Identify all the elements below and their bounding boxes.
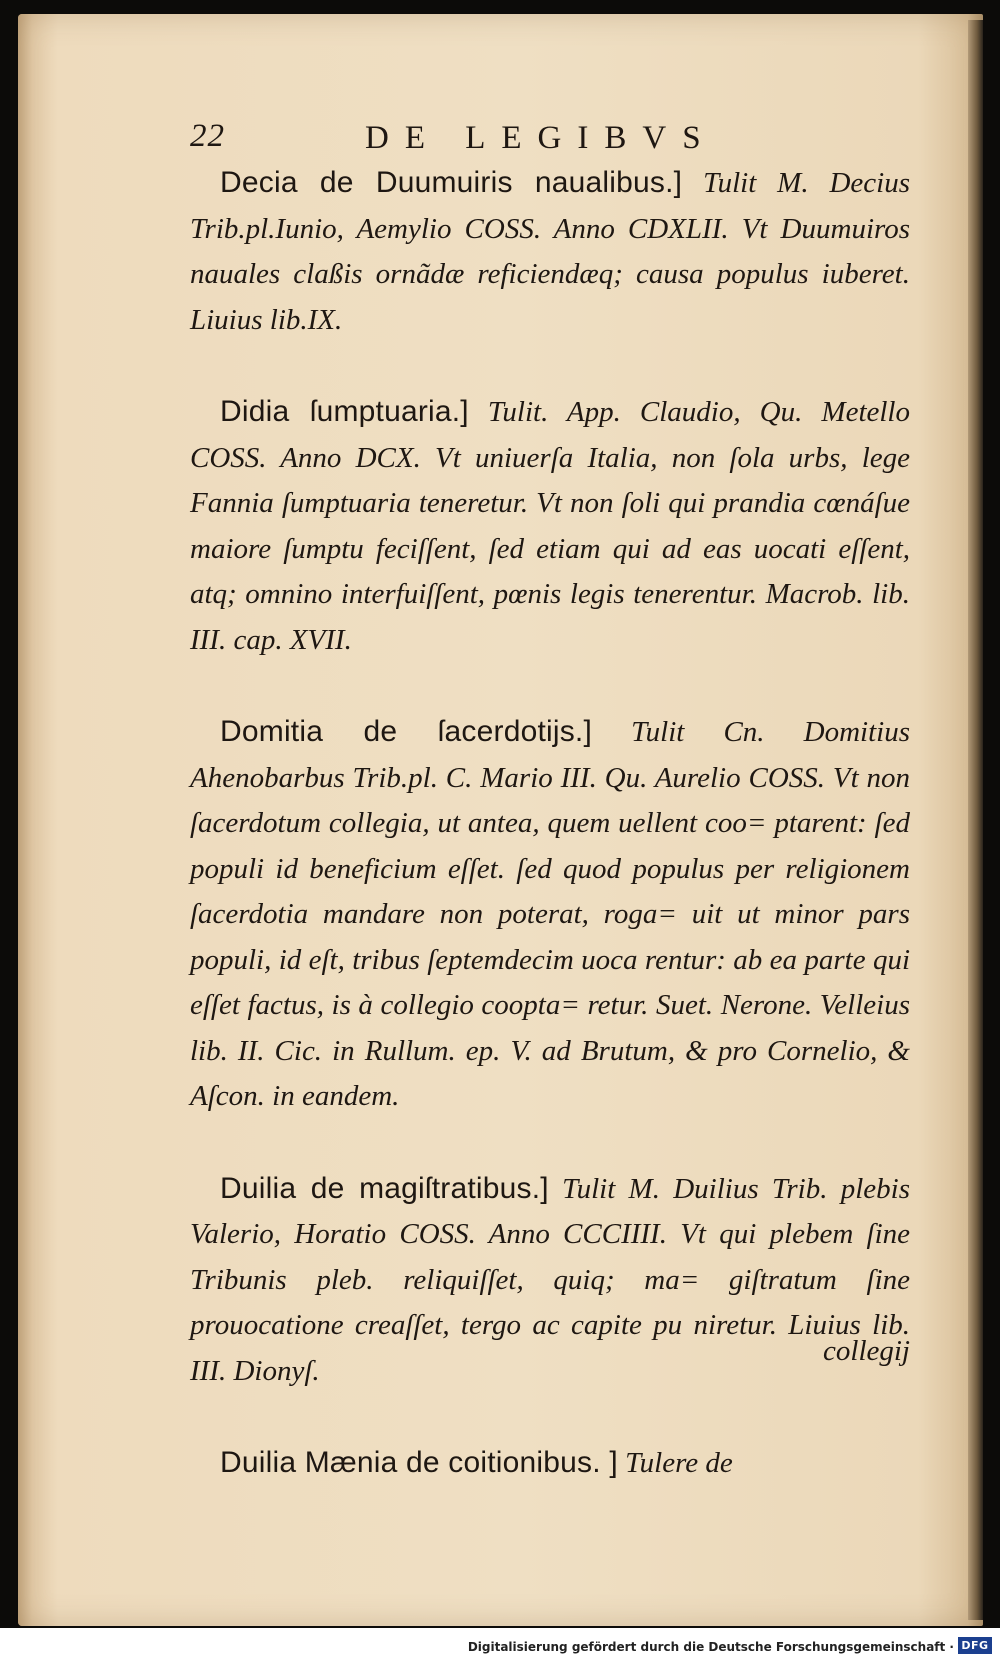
entry-body: Tulit. App. Claudio, Qu. Metello COSS. Anno DCX. Vt uniuerſa Italia, non ſola urbs, lege Fannia ſumptuaria teneretur. Vt non ſoli qui prandia cœnáſue maiore ſumptu feciſſent, ſed etiam qui ad eas uocati eſſent, atq; omnino interfuiſſent, pœnis legis tenerentur. Macrob. lib. III. cap. XVII. — [190, 396, 910, 656]
digitization-footer — [0, 1628, 1000, 1665]
running-title: DE LEGIBVS — [365, 120, 717, 156]
entry-lemma: Duilia de magiſtratibus.] — [220, 1171, 549, 1205]
law-entry — [190, 709, 910, 1120]
entry-lemma: Didia ſumptuaria.] — [220, 395, 469, 428]
law-entry — [190, 1440, 910, 1487]
book-edge-right — [968, 20, 983, 1620]
law-entry — [190, 1166, 910, 1395]
law-entry — [190, 160, 910, 343]
entry-body: Tulit Cn. Domitius Ahenobarbus Trib.pl. C. Mario III. Qu. Aurelio COSS. Vt non ſacerdotum collegia, ut antea, quem uellent coo= ptarent: ſed populi id beneficium eſſet. ſed quod populus per religionem ſacerdotia mandare non poterat, roga= uit ut minor pars populi, id eſt, tribus ſeptemdecim uoca rentur: ab ea parte qui eſſet factus, is à collegio coopta= retur. Suet. Nerone. Velleius lib. II. Cic. in Rullum. ep. V. ad Brutum, & pro Cornelio, & Aſcon. in eandem. — [190, 716, 910, 1112]
law-entry — [190, 389, 910, 663]
entry-lemma: Domitia de ſacerdotijs.] — [220, 715, 592, 748]
funding-credit: Digitalisierung gefördert durch die Deutsche Forschungsgemeinschaft · — [467, 1640, 954, 1654]
catchword: collegij — [823, 1335, 910, 1367]
page-header — [190, 118, 750, 158]
dfg-logo: DFG — [958, 1637, 992, 1654]
entry-body: Tulere de — [625, 1447, 733, 1479]
entry-lemma: Decia de Duumuiris naualibus.] — [220, 166, 683, 199]
entry-body: Tulit M. Decius Trib.pl.Iunio, Aemylio COSS. Anno CDXLII. Vt Duumuiros nauales claßis ornãdæ reficiendæq; causa populus iuberet. Liuius lib.IX. — [190, 167, 910, 336]
folio-number: 22 — [190, 118, 225, 154]
page-text — [190, 160, 910, 1533]
entry-body: Tulit M. Duilius Trib. plebis Valerio, Horatio COSS. Anno CCCIIII. Vt qui plebem ſine Tribunis pleb. reliquiſſet, quiq; ma= giſtratum ſine prouocatione creaſſet, tergo ac capite pu niretur. Liuius lib. III. Dionyſ. — [190, 1172, 911, 1387]
entry-lemma: Duilia Mænia de coitionibus. ] — [220, 1446, 618, 1479]
